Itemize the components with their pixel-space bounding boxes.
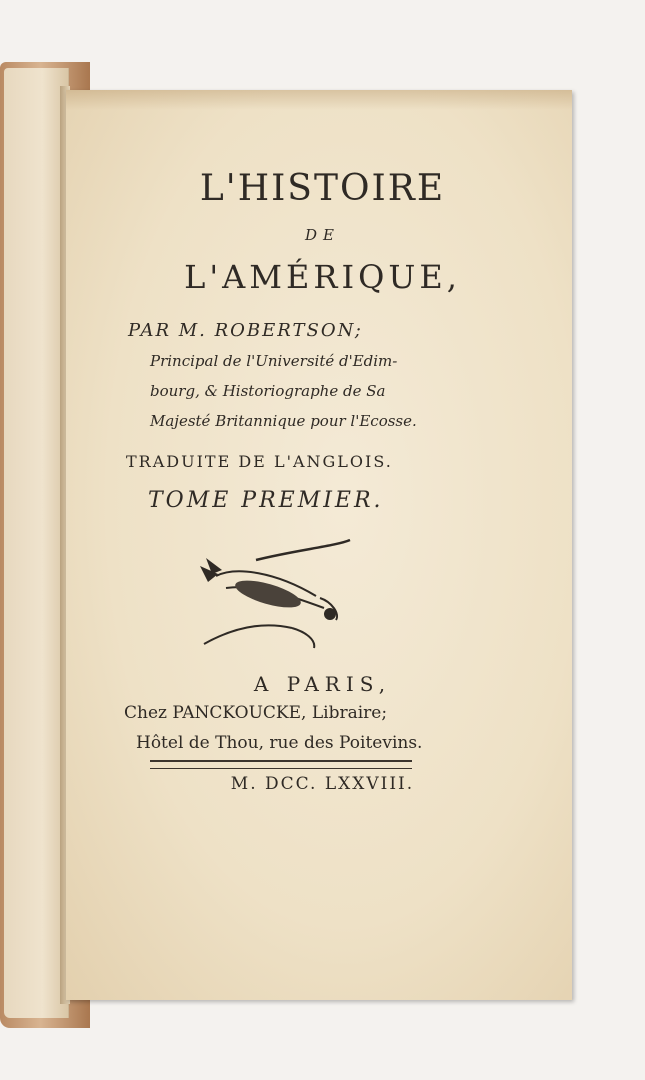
translation-note: TRADUITE DE L'ANGLOIS.	[126, 452, 393, 471]
title-line-1: L'HISTOIRE	[199, 168, 446, 209]
title-line-2: DE	[305, 226, 340, 244]
author-description-line-1: Principal de l'Université d'Edim-	[150, 352, 398, 370]
imprint-publisher: Chez PANCKOUCKE, Libraire;	[124, 703, 388, 723]
author-description-line-3: Majesté Britannique pour l'Ecosse.	[150, 412, 417, 430]
imprint-city: A PARIS,	[253, 672, 392, 696]
author-line: PAR M. ROBERTSON;	[128, 320, 363, 341]
title-line-3: L'AMÉRIQUE,	[184, 258, 461, 296]
imprint-date: M. DCC. LXXVIII.	[230, 774, 415, 794]
quiver-vignette-icon	[196, 536, 356, 656]
imprint-address: Hôtel de Thou, rue des Poitevins.	[136, 733, 423, 753]
page-edge-stain	[66, 90, 572, 110]
author-description-line-2: bourg, & Historiographe de Sa	[150, 382, 386, 400]
volume-label: TOME PREMIER.	[148, 488, 384, 513]
double-rule-divider	[150, 760, 412, 769]
